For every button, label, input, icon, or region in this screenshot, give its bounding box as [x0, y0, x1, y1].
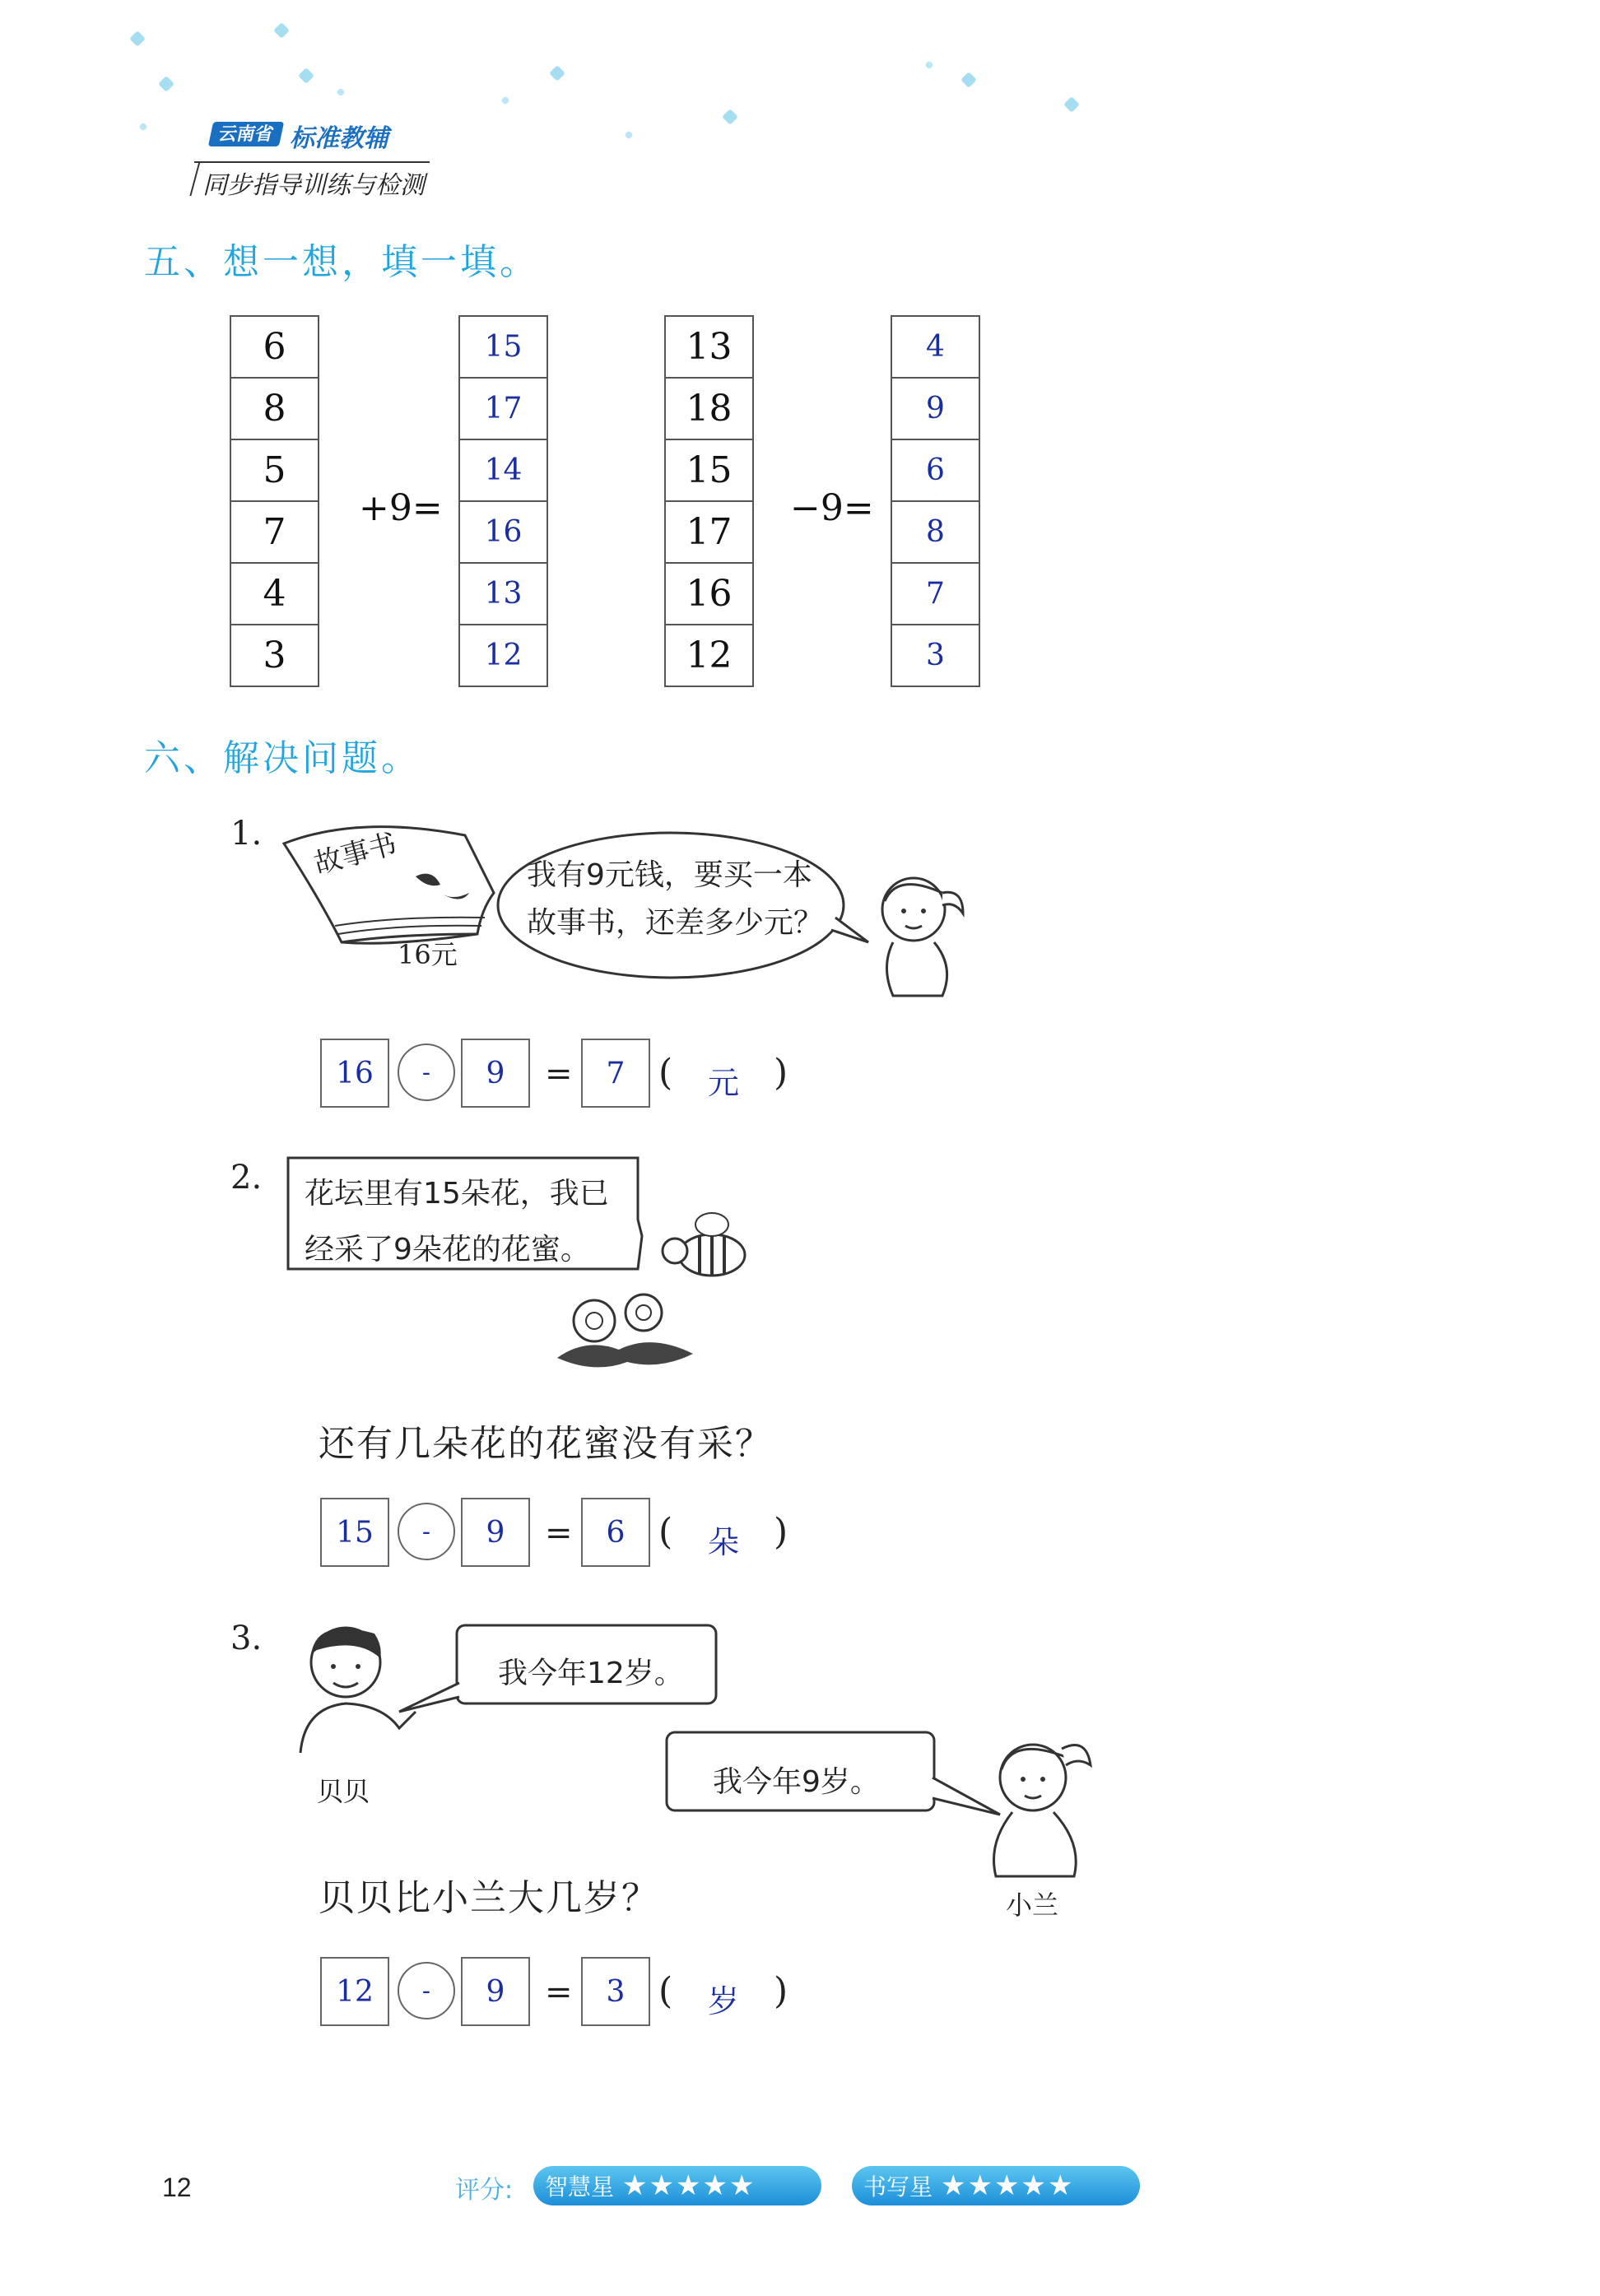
given-cell: 16: [666, 564, 752, 625]
equation-operand-b: 9: [461, 1039, 530, 1108]
question-number: 3.: [230, 1620, 263, 1657]
open-paren: (: [658, 1511, 673, 1553]
close-paren: ): [774, 1052, 788, 1094]
question-text: 还有几朵花的花蜜没有采？: [319, 1423, 773, 1465]
speech-line: 故事书，还差多少元？: [527, 906, 824, 940]
rating-writing: [852, 2166, 1140, 2205]
open-paren: (: [658, 1970, 673, 2012]
star-icon: ★★★★★: [622, 2169, 756, 2202]
equation-unit: 元: [708, 1065, 740, 1101]
section6-title: 六、解决问题。: [144, 737, 421, 779]
question-text: 贝贝比小兰大几岁？: [319, 1877, 659, 1919]
page-number: 12: [162, 2173, 192, 2202]
given-cell: 15: [666, 440, 752, 502]
boy-speech: 我今年12岁。: [498, 1657, 684, 1690]
sparkle-decoration: [1063, 96, 1080, 113]
book-price: 16元: [398, 939, 458, 970]
equation-operand-a: 12: [320, 1957, 389, 2026]
speech-line: 花坛里有15朵花，我已: [305, 1177, 609, 1211]
answer-cell: 4: [892, 317, 979, 379]
sub-given-column: [664, 315, 754, 687]
answer-cell: 9: [892, 379, 979, 440]
close-paren: ): [774, 1511, 788, 1553]
answer-cell: 7: [892, 564, 979, 625]
equation-operator: -: [398, 1503, 455, 1560]
given-cell: 8: [231, 379, 318, 440]
flowers-illustration: [553, 1288, 701, 1378]
given-cell: 4: [231, 564, 318, 625]
brand-badge: 云南省: [208, 122, 284, 146]
add-answer-column: [458, 315, 548, 687]
equation-result: 3: [581, 1957, 650, 2026]
rating-wisdom: [533, 2166, 821, 2205]
answer-cell: 16: [460, 502, 547, 564]
equation-result: 6: [581, 1498, 650, 1567]
given-cell: 18: [666, 379, 752, 440]
equation-operator: -: [398, 1043, 455, 1101]
answer-cell: 3: [926, 639, 945, 672]
bee-illustration: [654, 1210, 753, 1292]
equals-sign: =: [545, 1514, 573, 1552]
given-cell: 13: [666, 317, 752, 379]
given-cell: 7: [231, 502, 318, 564]
sparkle-decoration: [336, 87, 345, 96]
given-cell: 5: [231, 440, 318, 502]
equals-sign: =: [545, 1055, 573, 1093]
book-label: 故事书: [310, 827, 401, 881]
sparkle-decoration: [549, 65, 565, 81]
given-cell: 17: [666, 502, 752, 564]
equation-operand-a: 15: [320, 1498, 389, 1567]
add-given-column: [230, 315, 319, 687]
equation-operand-b: 9: [461, 1957, 530, 2026]
close-paren: ): [774, 1970, 788, 2012]
equation-operand-a: 16: [320, 1039, 389, 1108]
answer-cell: 17: [460, 379, 547, 440]
sparkle-decoration: [129, 30, 146, 47]
girl-name: 小兰: [1006, 1889, 1059, 1921]
boy-name: 贝贝: [317, 1776, 370, 1807]
question-number: 1.: [230, 815, 263, 853]
sub-answer-column: [891, 315, 980, 687]
add-operator: +9=: [359, 487, 443, 529]
speech-line: 我有9元钱，要买一本: [527, 858, 812, 892]
given-cell: 12: [686, 634, 733, 676]
section5-title: 五、想一想，填一填。: [144, 241, 539, 283]
speech-line: 经采了9朵花的花蜜。: [305, 1233, 590, 1267]
question-number: 2.: [230, 1159, 263, 1197]
answer-cell: 8: [892, 502, 979, 564]
equation-unit: 朵: [708, 1524, 740, 1560]
sparkle-decoration: [500, 95, 509, 105]
star-icon: ★★★★★: [941, 2169, 1075, 2202]
rating-label: 智慧星: [545, 2173, 615, 2201]
sparkle-decoration: [138, 122, 147, 131]
girl-illustration: [864, 860, 971, 1008]
sparkle-decoration: [924, 60, 933, 69]
girl-speech: 我今年9岁。: [713, 1765, 880, 1799]
sparkle-decoration: [722, 109, 738, 125]
equals-sign: =: [545, 1973, 573, 2011]
sparkle-decoration: [273, 22, 290, 39]
answer-cell: 12: [484, 639, 523, 672]
sparkle-decoration: [298, 67, 314, 84]
answer-cell: 14: [460, 440, 547, 502]
equation-unit: 岁: [708, 1983, 740, 2019]
sparkle-decoration: [624, 130, 633, 139]
answer-cell: 13: [460, 564, 547, 625]
answer-cell: 15: [460, 317, 547, 379]
given-cell: 6: [231, 317, 318, 379]
equation-result: 7: [581, 1039, 650, 1108]
given-cell: 3: [263, 634, 286, 676]
brand-title: 标准教辅: [290, 124, 388, 153]
answer-cell: 6: [892, 440, 979, 502]
equation-operator: -: [398, 1962, 455, 2019]
brand-subtitle: 同步指导训练与检测: [194, 161, 430, 201]
girl-illustration: [975, 1720, 1107, 1885]
sparkle-decoration: [960, 72, 977, 88]
sparkle-decoration: [158, 76, 174, 92]
rating-label: 书写星: [863, 2173, 933, 2201]
score-label: 评分:: [455, 2176, 514, 2205]
sub-operator: −9=: [790, 487, 874, 529]
open-paren: (: [658, 1052, 673, 1094]
equation-operand-b: 9: [461, 1498, 530, 1567]
